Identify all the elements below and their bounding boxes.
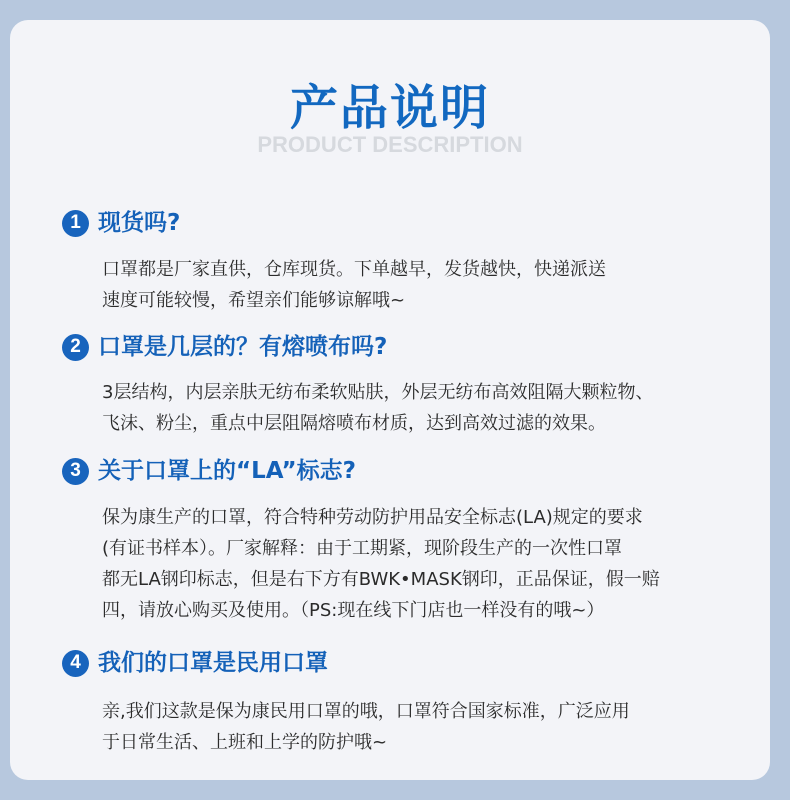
question-2	[62, 331, 387, 363]
content-card	[10, 20, 770, 780]
answer-2-line: 3层结构，内层亲肤无纺布柔软贴肤，外层无纺布高效阻隔大颗粒物、	[102, 382, 654, 403]
answer-3-line: 四，请放心购买及使用。（PS:现在线下门店也一样没有的哦~）	[102, 600, 605, 621]
number-badge-2: 2	[62, 334, 89, 361]
question-4	[62, 647, 328, 679]
answer-2-line: 飞沫、粉尘，重点中层阻隔熔喷布材质，达到高效过滤的效果。	[102, 413, 606, 434]
answer-3	[102, 502, 772, 626]
question-4-text: 我们的口罩是民用口罩	[98, 650, 328, 676]
number-badge-4: 4	[62, 650, 89, 677]
answer-3-line: 都无LA钢印标志，但是右下方有BWK•MASK钢印，正品保证，假一赔	[102, 569, 660, 590]
answer-3-line: (有证书样本）。厂家解释：由于工期紧，现阶段生产的一次性口罩	[102, 538, 623, 559]
answer-1-line: 速度可能较慢，希望亲们能够谅解哦~	[102, 290, 406, 311]
answer-1	[102, 254, 772, 316]
question-1-text: 现货吗?	[98, 210, 181, 236]
answer-4	[102, 696, 772, 758]
answer-3-line: 保为康生产的口罩，符合特种劳动防护用品安全标志(LA)规定的要求	[102, 507, 643, 528]
number-badge-1: 1	[62, 210, 89, 237]
question-3-text: 关于口罩上的“LA”标志?	[98, 458, 356, 484]
page-title: 产品说明	[289, 80, 490, 136]
question-3	[62, 455, 356, 487]
answer-2	[102, 377, 772, 439]
answer-4-line: 亲,我们这款是保为康民用口罩的哦，口罩符合国家标准，广泛应用	[102, 701, 630, 722]
question-1	[62, 207, 180, 239]
answer-4-line: 于日常生活、上班和上学的防护哦~	[102, 732, 388, 753]
page-subtitle: PRODUCT DESCRIPTION	[257, 132, 523, 157]
number-badge-3: 3	[62, 458, 89, 485]
question-2-text: 口罩是几层的？有熔喷布吗?	[98, 334, 388, 360]
answer-1-line: 口罩都是厂家直供，仓库现货。下单越早，发货越快，快递派送	[102, 259, 606, 280]
